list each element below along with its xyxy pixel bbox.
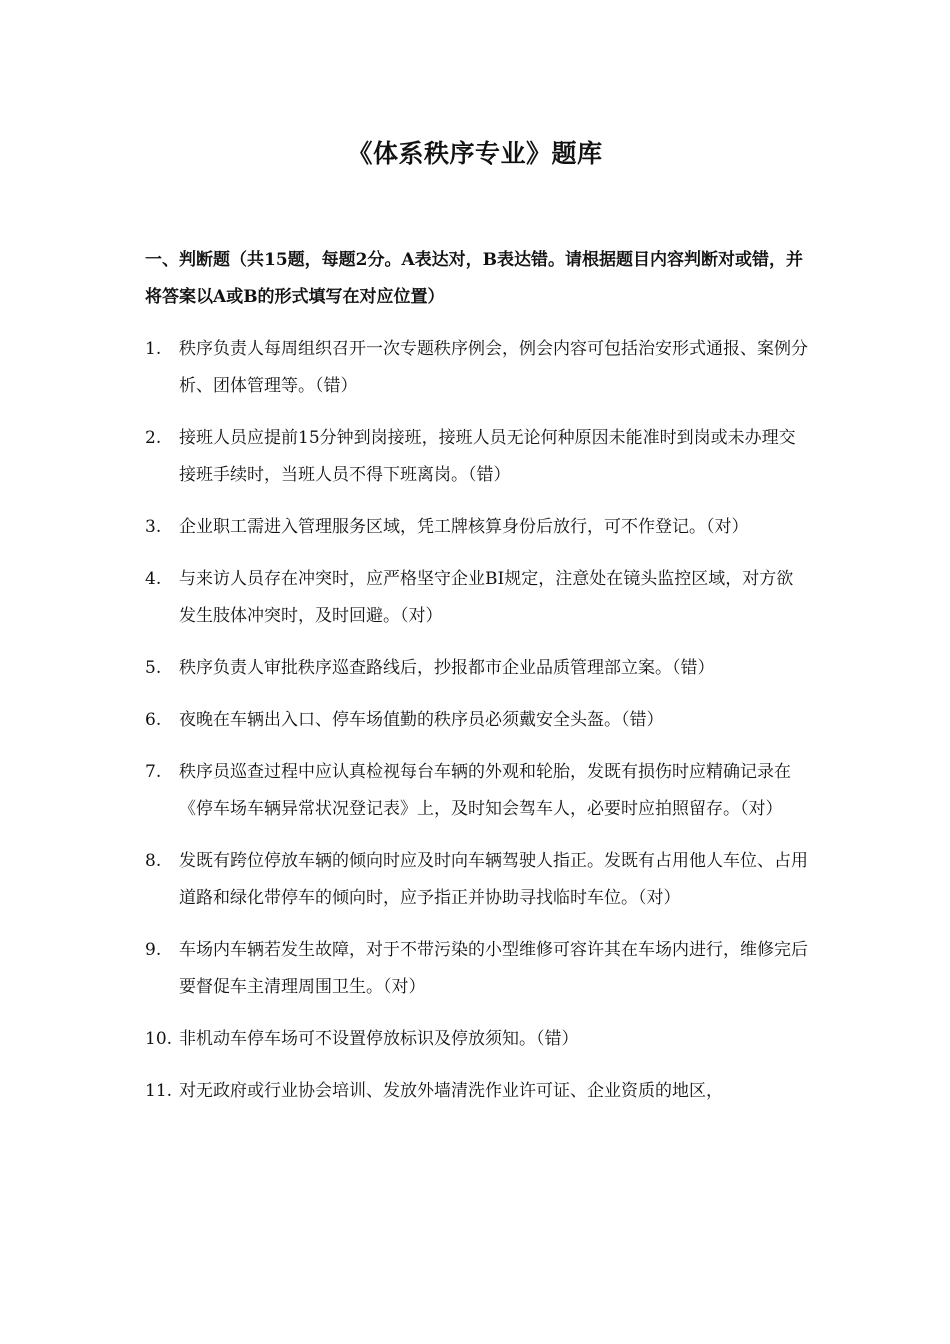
question-text: 秩序负责人每周组织召开一次专题秩序例会，例会内容可包括治安形式通报、案例分析、团体管理等。（错） <box>179 339 808 396</box>
question-text: 秩序员巡查过程中应认真检视每台车辆的外观和轮胎，发既有损伤时应精确记录在《停车场车辆异常状况登记表》上，及时知会驾车人，必要时应拍照留存。（对） <box>179 762 791 819</box>
question-item <box>145 843 810 917</box>
question-text: 与来访人员存在冲突时，应严格坚守企业BI规定，注意处在镜头监控区域，对方欲发生肢体冲突时，及时回避。（对） <box>179 569 794 626</box>
question-number: 1. <box>145 339 162 359</box>
question-number: 3. <box>145 517 162 537</box>
question-item <box>145 331 810 405</box>
question-number: 5. <box>145 658 162 678</box>
question-number: 7. <box>145 762 162 782</box>
section-heading: 一、判断题（共15题，每题2分。A表达对，B表达错。请根据题目内容判断对或错，并将答案以A或B的形式填写在对应位置） <box>145 250 804 307</box>
question-number: 8. <box>145 851 162 871</box>
question-text: 秩序负责人审批秩序巡查路线后，抄报都市企业品质管理部立案。（错） <box>179 658 715 678</box>
question-number: 10. <box>145 1029 173 1049</box>
question-item <box>145 1073 810 1110</box>
question-number: 4. <box>145 569 162 589</box>
question-item <box>145 932 810 1006</box>
question-text: 发既有跨位停放车辆的倾向时应及时向车辆驾驶人指正。发既有占用他人车位、占用道路和绿化带停车的倾向时，应予指正并协助寻找临时车位。（对） <box>179 851 808 908</box>
page-title: 《体系秩序专业》题库 <box>347 139 603 168</box>
question-text: 夜晚在车辆出入口、停车场值勤的秩序员必须戴安全头盔。（错） <box>179 710 664 730</box>
question-item <box>145 650 810 687</box>
question-number: 2. <box>145 428 162 448</box>
question-text: 对无政府或行业协会培训、发放外墙清洗作业许可证、企业资质的地区， <box>179 1081 723 1101</box>
question-item <box>145 1021 810 1058</box>
question-number: 11. <box>145 1081 173 1101</box>
question-item <box>145 420 810 494</box>
question-number: 6. <box>145 710 162 730</box>
question-item <box>145 702 810 739</box>
question-item <box>145 509 810 546</box>
question-item <box>145 754 810 828</box>
question-item <box>145 561 810 635</box>
question-number: 9. <box>145 940 162 960</box>
question-text: 接班人员应提前15分钟到岗接班，接班人员无论何种原因未能准时到岗或未办理交接班手续时，当班人员不得下班离岗。（错） <box>179 428 796 485</box>
question-text: 非机动车停车场可不设置停放标识及停放须知。（错） <box>179 1029 579 1049</box>
question-list <box>145 331 810 1125</box>
question-text: 车场内车辆若发生故障，对于不带污染的小型维修可容许其在车场内进行，维修完后要督促车主清理周围卫生。（对） <box>179 940 808 997</box>
question-text: 企业职工需进入管理服务区域，凭工牌核算身份后放行，可不作登记。（对） <box>179 517 749 537</box>
